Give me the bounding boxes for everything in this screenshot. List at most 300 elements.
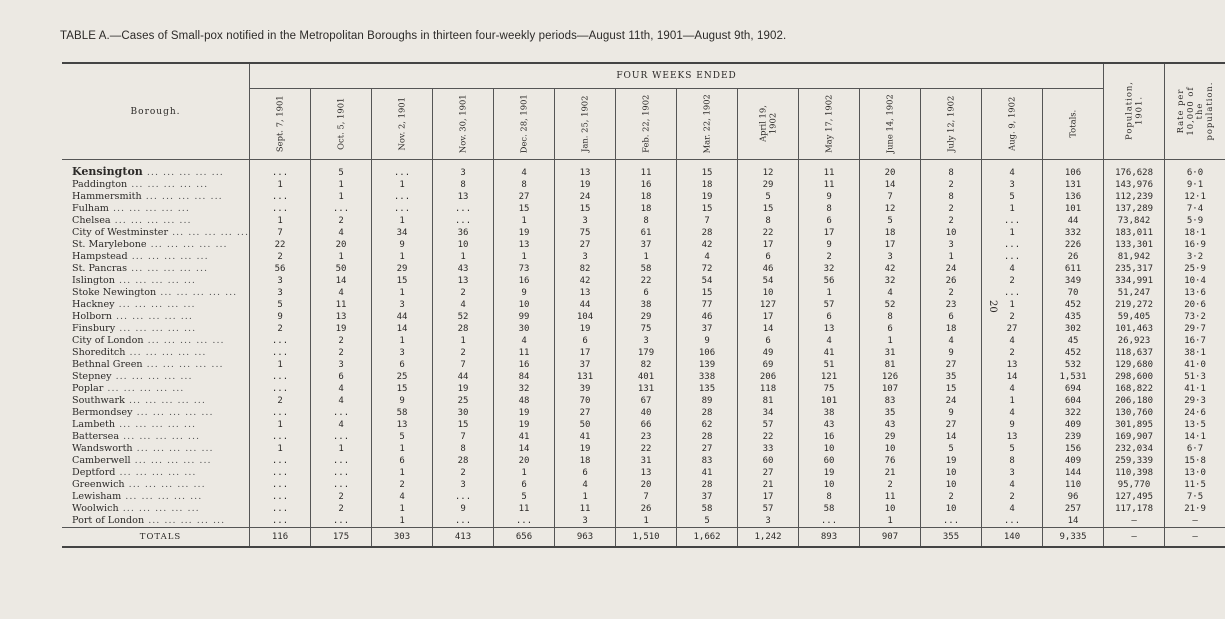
cell-value: 2 <box>921 179 982 191</box>
cell-value: 14 <box>311 275 372 287</box>
cell-value: ... <box>311 431 372 443</box>
table-row <box>62 407 1225 419</box>
cell-total: 435 <box>1043 311 1104 323</box>
cell-value: 10 <box>860 503 921 515</box>
cell-value: 6 <box>616 287 677 299</box>
cell-value: ... <box>250 503 311 515</box>
cell-value: 1 <box>250 419 311 431</box>
cell-value: 69 <box>738 359 799 371</box>
cell-value: 57 <box>738 419 799 431</box>
cell-value: ... <box>250 203 311 215</box>
cell-value: 1 <box>311 191 372 203</box>
cell-value: 15 <box>738 203 799 215</box>
table-row <box>62 227 1225 239</box>
cell-value: 77 <box>677 299 738 311</box>
cell-value: 3 <box>555 215 616 227</box>
cell-value: 1 <box>982 227 1043 239</box>
cell-total: 604 <box>1043 395 1104 407</box>
cell-value: 27 <box>921 359 982 371</box>
cell-value: 9 <box>982 419 1043 431</box>
cell-value: 11 <box>311 299 372 311</box>
cell-value: 8 <box>860 311 921 323</box>
cell-value: 6 <box>372 359 433 371</box>
cell-value: 127 <box>738 299 799 311</box>
cell-total: 452 <box>1043 347 1104 359</box>
cell-value: 27 <box>555 239 616 251</box>
cell-value: 1 <box>433 335 494 347</box>
cell-value: 135 <box>677 383 738 395</box>
cell-value: 14 <box>738 323 799 335</box>
cell-value: 18 <box>921 323 982 335</box>
cell-value: 6 <box>860 323 921 335</box>
period-header: Sept. 7, 1901 <box>250 89 311 160</box>
cell-value: 43 <box>799 419 860 431</box>
cell-value: 51 <box>799 359 860 371</box>
table-row <box>62 347 1225 359</box>
cell-value: ... <box>433 515 494 528</box>
cell-value: 27 <box>555 407 616 419</box>
cell-value: 3 <box>982 467 1043 479</box>
cell-rate: 38·1 <box>1165 347 1225 359</box>
cell-value: ... <box>372 203 433 215</box>
total-value: 1,242 <box>738 528 799 548</box>
cell-value: 5 <box>372 431 433 443</box>
cell-value: 1 <box>311 251 372 263</box>
cell-total: 302 <box>1043 323 1104 335</box>
cell-total: 226 <box>1043 239 1104 251</box>
table-row <box>62 383 1225 395</box>
cell-value: 4 <box>311 419 372 431</box>
cell-population: 59,405 <box>1104 311 1165 323</box>
cell-rate: 25·9 <box>1165 263 1225 275</box>
borough-name: Lewisham ... ... ... ... ... <box>72 491 203 502</box>
cell-value: 32 <box>860 275 921 287</box>
cell-rate: 20·6 <box>1165 299 1225 311</box>
cell-value: 8 <box>433 443 494 455</box>
cell-population: 127,495 <box>1104 491 1165 503</box>
borough-name: Deptford ... ... ... ... ... <box>72 467 197 478</box>
cell-value: 13 <box>433 275 494 287</box>
cell-value: 16 <box>799 431 860 443</box>
borough-name: City of Westminster ... ... ... ... ... <box>72 227 250 238</box>
cell-value: 2 <box>921 287 982 299</box>
cell-value: 16 <box>494 275 555 287</box>
total-value: 1,510 <box>616 528 677 548</box>
cell-value: 126 <box>860 371 921 383</box>
period-header: Mar. 22, 1902 <box>677 89 738 160</box>
cell-population: 235,317 <box>1104 263 1165 275</box>
table-row <box>62 443 1225 455</box>
cell-total: 101 <box>1043 203 1104 215</box>
cell-value: 12 <box>738 166 799 179</box>
cell-value: 23 <box>616 431 677 443</box>
cell-value: 13 <box>494 239 555 251</box>
cell-value: ... <box>982 239 1043 251</box>
cell-value: 25 <box>433 395 494 407</box>
cell-total: 106 <box>1043 166 1104 179</box>
cell-rate: 13·0 <box>1165 467 1225 479</box>
cell-value: 26 <box>616 503 677 515</box>
cell-value: 19 <box>921 455 982 467</box>
cell-value: 54 <box>738 275 799 287</box>
cell-value: 131 <box>616 383 677 395</box>
cell-value: 8 <box>982 455 1043 467</box>
cell-value: 13 <box>799 323 860 335</box>
cell-value: 10 <box>921 467 982 479</box>
cell-value: 43 <box>860 419 921 431</box>
cell-value: 11 <box>616 166 677 179</box>
cell-value: 7 <box>433 431 494 443</box>
cell-value: 9 <box>372 239 433 251</box>
cell-value: 8 <box>921 166 982 179</box>
cell-rate: 73·2 <box>1165 311 1225 323</box>
cell-rate: 24·6 <box>1165 407 1225 419</box>
cell-value: 338 <box>677 371 738 383</box>
cell-value: ... <box>250 166 311 179</box>
cell-value: 27 <box>738 467 799 479</box>
cell-value: 67 <box>616 395 677 407</box>
cell-value: 7 <box>860 191 921 203</box>
cell-value: 13 <box>555 287 616 299</box>
cell-value: 2 <box>250 395 311 407</box>
cell-value: ... <box>311 515 372 528</box>
table-row <box>62 166 1225 179</box>
cell-value: 58 <box>616 263 677 275</box>
cell-rate: 11·5 <box>1165 479 1225 491</box>
cell-population: 81,942 <box>1104 251 1165 263</box>
period-header: Aug. 9, 1902 <box>982 89 1043 160</box>
cell-rate: 41·1 <box>1165 383 1225 395</box>
cell-value: 206 <box>738 371 799 383</box>
cell-value: 16 <box>494 359 555 371</box>
cell-value: 22 <box>616 443 677 455</box>
cell-value: 2 <box>982 491 1043 503</box>
cell-value: 22 <box>738 431 799 443</box>
cell-value: 37 <box>677 323 738 335</box>
cell-value: 42 <box>860 263 921 275</box>
cell-value: 3 <box>433 166 494 179</box>
cell-value: 72 <box>677 263 738 275</box>
borough-name: Wandsworth ... ... ... ... ... <box>72 443 214 454</box>
cell-value: 7 <box>250 227 311 239</box>
table-row <box>62 215 1225 227</box>
cell-rate: 6·7 <box>1165 443 1225 455</box>
borough-name: Bermondsey ... ... ... ... ... <box>72 407 214 418</box>
population-header: Population, 1901. <box>1104 63 1165 160</box>
cell-value: ... <box>250 455 311 467</box>
cell-population: 95,770 <box>1104 479 1165 491</box>
cell-value: 1 <box>921 251 982 263</box>
cell-value: 28 <box>677 227 738 239</box>
cell-value: 10 <box>860 443 921 455</box>
cell-value: 4 <box>982 335 1043 347</box>
cell-value: 19 <box>555 443 616 455</box>
cell-value: 1 <box>494 215 555 227</box>
cell-value: 38 <box>799 407 860 419</box>
cell-value: 6 <box>311 371 372 383</box>
cell-value: 4 <box>311 395 372 407</box>
cell-value: 6 <box>372 455 433 467</box>
cell-value: 66 <box>616 419 677 431</box>
cell-value: 5 <box>738 191 799 203</box>
cell-population: 334,991 <box>1104 275 1165 287</box>
cell-value: ... <box>311 407 372 419</box>
cell-population: 117,178 <box>1104 503 1165 515</box>
table-row <box>62 263 1225 275</box>
period-header: Dec. 28, 1901 <box>494 89 555 160</box>
cell-value: 11 <box>799 179 860 191</box>
cell-value: 16 <box>616 179 677 191</box>
total-value: 140 <box>982 528 1043 548</box>
cell-value: ... <box>250 479 311 491</box>
cell-value: 42 <box>555 275 616 287</box>
borough-name: Paddington ... ... ... ... ... <box>72 179 209 190</box>
cell-value: 49 <box>738 347 799 359</box>
cell-value: 4 <box>982 407 1043 419</box>
borough-name: Hampstead ... ... ... ... ... <box>72 251 209 262</box>
cell-population: 298,600 <box>1104 371 1165 383</box>
cell-value: 41 <box>494 431 555 443</box>
cell-value: 39 <box>555 383 616 395</box>
totals-label: TOTALS <box>62 528 250 548</box>
cell-value: 5 <box>921 443 982 455</box>
cell-value: 24 <box>921 263 982 275</box>
cell-value: 60 <box>738 455 799 467</box>
table-row <box>62 515 1225 528</box>
cell-value: 1 <box>860 515 921 528</box>
borough-name: Lambeth ... ... ... ... ... <box>72 419 197 430</box>
cell-value: 10 <box>921 227 982 239</box>
cell-population: 219,272 <box>1104 299 1165 311</box>
cell-value: 4 <box>799 335 860 347</box>
cell-value: 1 <box>433 251 494 263</box>
table-title: TABLE A.—Cases of Small-pox notified in the Metropolitan Boroughs in thirteen four-weekly periods—August 11th, 1901—August 9th, 1902. <box>60 30 787 42</box>
cell-rate: 21·9 <box>1165 503 1225 515</box>
cell-value: 37 <box>555 359 616 371</box>
borough-name: Finsbury ... ... ... ... ... <box>72 323 197 334</box>
cell-value: 3 <box>738 515 799 528</box>
cell-value: 19 <box>494 419 555 431</box>
total-value: 355 <box>921 528 982 548</box>
cell-rate: 18·1 <box>1165 227 1225 239</box>
cell-population: 101,463 <box>1104 323 1165 335</box>
cell-value: 121 <box>799 371 860 383</box>
cell-value: 4 <box>311 383 372 395</box>
cell-value: 13 <box>433 191 494 203</box>
period-header: April 19, 1902 <box>738 89 799 160</box>
smallpox-table <box>62 62 1225 548</box>
cell-value: 6 <box>799 215 860 227</box>
cell-value: 28 <box>677 479 738 491</box>
cell-total: 409 <box>1043 419 1104 431</box>
cell-value: 9 <box>250 311 311 323</box>
cell-value: 1 <box>372 179 433 191</box>
cell-value: 56 <box>799 275 860 287</box>
borough-name: Poplar ... ... ... ... ... <box>72 383 185 394</box>
cell-value: 12 <box>860 203 921 215</box>
cell-value: 20 <box>860 166 921 179</box>
borough-name: Woolwich ... ... ... ... ... <box>72 503 200 514</box>
total-value: 907 <box>860 528 921 548</box>
cell-value: 2 <box>982 311 1043 323</box>
cell-value: 9 <box>677 335 738 347</box>
cell-value: 4 <box>860 287 921 299</box>
cell-value: 5 <box>677 515 738 528</box>
cell-value: 31 <box>860 347 921 359</box>
cell-rate: 16·9 <box>1165 239 1225 251</box>
cell-population: 133,301 <box>1104 239 1165 251</box>
cell-value: 58 <box>677 503 738 515</box>
cell-value: 52 <box>860 299 921 311</box>
totals-row <box>62 528 1225 548</box>
cell-total: 611 <box>1043 263 1104 275</box>
cell-rate: 41·0 <box>1165 359 1225 371</box>
cell-value: ... <box>494 515 555 528</box>
cell-value: 10 <box>433 239 494 251</box>
table-row <box>62 491 1225 503</box>
cell-value: 1 <box>250 359 311 371</box>
cell-population: — <box>1104 515 1165 528</box>
cell-population: 51,247 <box>1104 287 1165 299</box>
cell-population: 137,289 <box>1104 203 1165 215</box>
cell-value: 118 <box>738 383 799 395</box>
cell-value: 2 <box>982 347 1043 359</box>
cell-value: 1 <box>372 467 433 479</box>
cell-value: 19 <box>494 227 555 239</box>
borough-name: St. Pancras ... ... ... ... ... <box>72 263 209 274</box>
total-value: 303 <box>372 528 433 548</box>
cell-value: 2 <box>921 491 982 503</box>
cell-total: 136 <box>1043 191 1104 203</box>
period-header: June 14, 1902 <box>860 89 921 160</box>
cell-value: 46 <box>738 263 799 275</box>
cell-population: 176,628 <box>1104 166 1165 179</box>
table-row <box>62 335 1225 347</box>
cell-value: 44 <box>433 371 494 383</box>
cell-value: ... <box>311 203 372 215</box>
cell-value: ... <box>250 191 311 203</box>
cell-value: 32 <box>494 383 555 395</box>
cell-value: 6 <box>494 479 555 491</box>
cell-value: 36 <box>433 227 494 239</box>
cell-value: 2 <box>921 203 982 215</box>
cell-value: 1 <box>311 443 372 455</box>
cell-total: 349 <box>1043 275 1104 287</box>
cell-rate: 14·1 <box>1165 431 1225 443</box>
table-row <box>62 359 1225 371</box>
cell-value: ... <box>433 491 494 503</box>
table-row <box>62 191 1225 203</box>
cell-total: 131 <box>1043 179 1104 191</box>
cell-total: 452 <box>1043 299 1104 311</box>
cell-value: 15 <box>677 287 738 299</box>
cell-value: 14 <box>921 431 982 443</box>
cell-value: 1 <box>250 215 311 227</box>
cell-value: 3 <box>433 479 494 491</box>
cell-value: 27 <box>677 443 738 455</box>
cell-value: 28 <box>677 431 738 443</box>
borough-name: Shoreditch ... ... ... ... ... <box>72 347 207 358</box>
cell-value: 30 <box>494 323 555 335</box>
cell-value: 1 <box>372 287 433 299</box>
table-row <box>62 479 1225 491</box>
cell-value: 27 <box>921 419 982 431</box>
borough-name: City of London ... ... ... ... ... <box>72 335 225 346</box>
cell-value: 38 <box>616 299 677 311</box>
cell-value: 10 <box>738 287 799 299</box>
cell-value: 22 <box>250 239 311 251</box>
cell-value: 57 <box>799 299 860 311</box>
cell-value: 81 <box>860 359 921 371</box>
cell-rate: — <box>1165 515 1225 528</box>
cell-value: 1 <box>250 443 311 455</box>
cell-population: 129,680 <box>1104 359 1165 371</box>
cell-value: 58 <box>799 503 860 515</box>
cell-rate: 51·3 <box>1165 371 1225 383</box>
cell-value: 43 <box>433 263 494 275</box>
cell-total: 26 <box>1043 251 1104 263</box>
cell-value: 10 <box>921 479 982 491</box>
total-value: 1,662 <box>677 528 738 548</box>
borough-header: Borough. <box>62 63 250 160</box>
cell-value: 18 <box>677 179 738 191</box>
cell-value: 14 <box>982 371 1043 383</box>
period-header: July 12, 1902 <box>921 89 982 160</box>
cell-value: 83 <box>677 455 738 467</box>
period-header: Jan. 25, 1902 <box>555 89 616 160</box>
cell-value: 84 <box>494 371 555 383</box>
cell-value: 19 <box>433 383 494 395</box>
cell-value: ... <box>250 431 311 443</box>
cell-value: 3 <box>250 287 311 299</box>
cell-value: 37 <box>677 491 738 503</box>
cell-value: 4 <box>555 479 616 491</box>
cell-value: 14 <box>494 443 555 455</box>
cell-value: 22 <box>738 227 799 239</box>
cell-value: ... <box>250 383 311 395</box>
borough-name: Hammersmith ... ... ... ... ... <box>72 191 223 202</box>
cell-value: 9 <box>799 191 860 203</box>
cell-value: 179 <box>616 347 677 359</box>
cell-value: 2 <box>311 491 372 503</box>
cell-population: 169,907 <box>1104 431 1165 443</box>
cell-value: 13 <box>311 311 372 323</box>
cell-value: 6 <box>738 251 799 263</box>
cell-value: 4 <box>982 263 1043 275</box>
total-value: 413 <box>433 528 494 548</box>
cell-total: 45 <box>1043 335 1104 347</box>
cell-value: 3 <box>921 239 982 251</box>
cell-value: 46 <box>677 311 738 323</box>
cell-value: 58 <box>372 407 433 419</box>
total-value: 175 <box>311 528 372 548</box>
cell-value: 21 <box>738 479 799 491</box>
cell-rate: 7·5 <box>1165 491 1225 503</box>
table-row <box>62 419 1225 431</box>
borough-name: Camberwell ... ... ... ... ... <box>72 455 212 466</box>
cell-value: 106 <box>677 347 738 359</box>
cell-value: ... <box>311 455 372 467</box>
table-row <box>62 395 1225 407</box>
cell-value: 2 <box>433 347 494 359</box>
cell-rate: 15·8 <box>1165 455 1225 467</box>
cell-value: 13 <box>982 359 1043 371</box>
cell-value: ... <box>372 191 433 203</box>
cell-rate: 29·3 <box>1165 395 1225 407</box>
cell-total: 110 <box>1043 479 1104 491</box>
cell-value: 31 <box>616 455 677 467</box>
cell-value: 54 <box>677 275 738 287</box>
